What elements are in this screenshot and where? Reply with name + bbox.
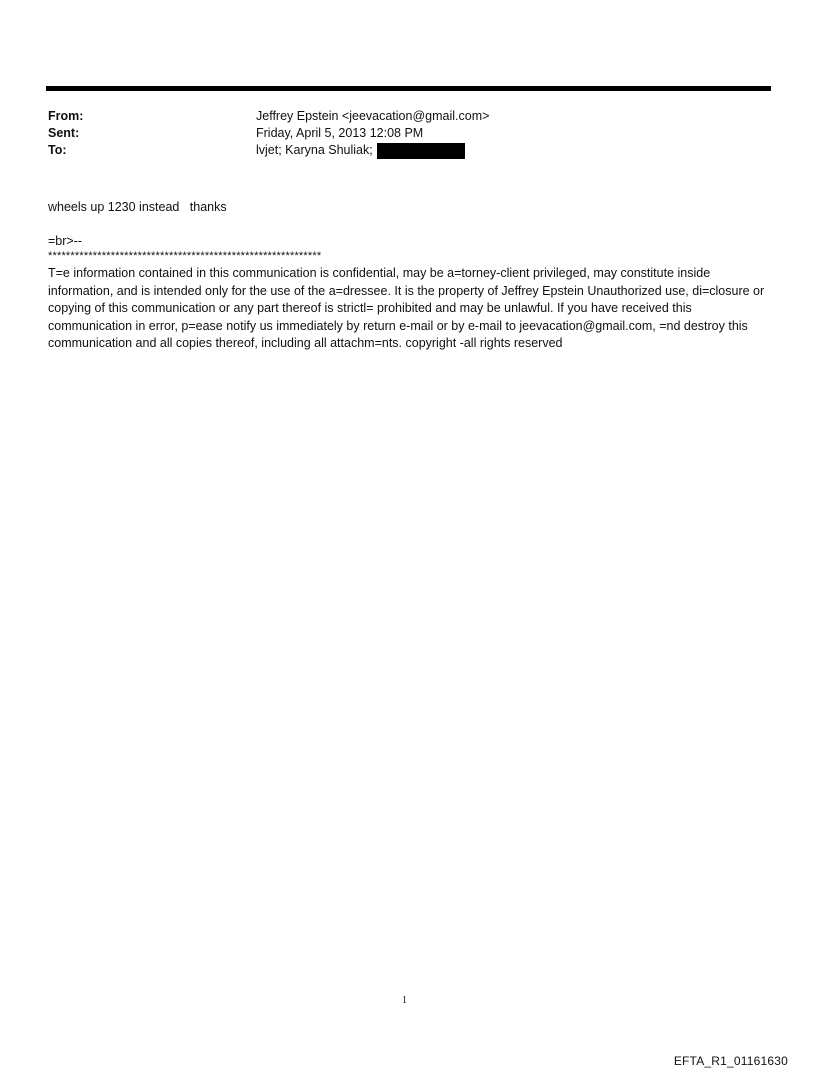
page-number: 1 [402,995,407,1006]
to-value-container [256,142,465,159]
to-value: lvjet; Karyna Shuliak; [256,143,373,157]
email-header [48,108,768,159]
sent-row [48,125,768,142]
from-label: From: [48,109,84,123]
from-value: Jeffrey Epstein <jeevacation@gmail.com> [256,109,490,123]
spacer [48,217,770,233]
bates-number: EFTA_R1_01161630 [673,1054,788,1068]
redaction-box [377,143,465,159]
asterisk-divider: ************************************************************* [48,251,322,262]
header-rule [46,86,771,91]
signature-break: =br>-- [48,233,83,248]
sent-label: Sent: [48,126,80,140]
from-row [48,108,768,125]
to-row [48,142,768,159]
confidentiality-disclaimer: T=e information contained in this communication is confidential, may be a=torney-client privileged, may constitute inside information, and is intended only for the use of the a=dressee. It is the property of Jeffrey Epstein Unauthorized use, di=closure or copying of this communication or any part thereof is strictl= prohibited and may be unlawful. If you have received this communication in error, p=ease notify us immediately by return e-mail or by e-mail to jeevacation@gmail.com, =nd destroy this communication and all copies thereof, including all attachm=nts. copyright -all rights reserved [48,266,765,350]
sent-value: Friday, April 5, 2013 12:08 PM [256,126,424,140]
to-label: To: [48,143,67,157]
email-body [48,199,770,353]
message-text: wheels up 1230 instead thanks [48,200,227,214]
